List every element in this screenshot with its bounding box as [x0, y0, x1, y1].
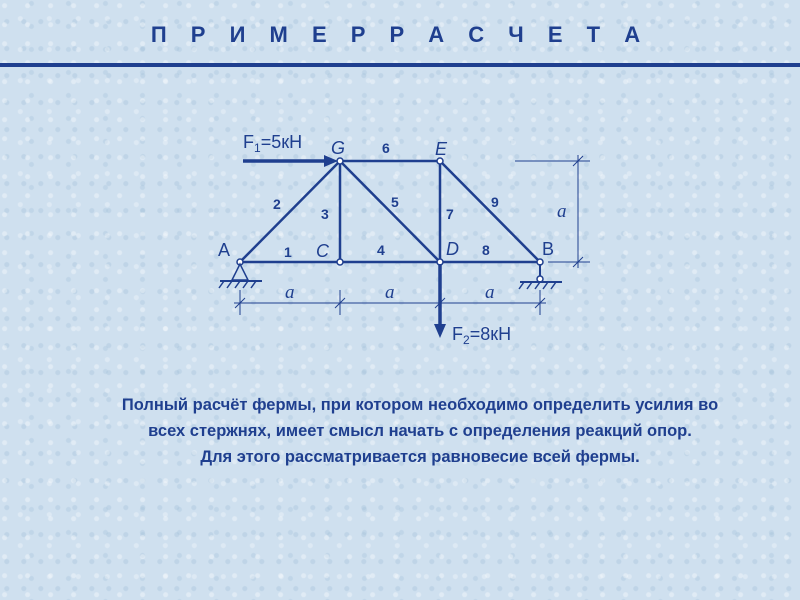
- explanation-text: [40, 392, 800, 470]
- member-label-9: 9: [491, 194, 499, 210]
- node-label-a: A: [218, 240, 231, 260]
- caption-line-3: Для этого рассматривается равновесие всей фермы.: [200, 448, 640, 466]
- node-label-g: G: [331, 138, 346, 158]
- member-label-7: 7: [446, 206, 454, 222]
- joint-c: [337, 259, 343, 265]
- member-label-5: 5: [391, 194, 399, 210]
- dimension-label-span-3: a: [485, 282, 495, 303]
- page-title: П Р И М Е Р Р А С Ч Е Т А: [150, 22, 650, 47]
- node-label-b: B: [542, 239, 555, 259]
- member-label-3: 3: [321, 206, 329, 222]
- node-label-d: D: [446, 239, 459, 259]
- node-label-c: C: [316, 241, 329, 261]
- caption-line-2: всех стержнях, имеет смысл начать с определения реакций опор.: [148, 422, 692, 440]
- dimension-label-span-1: a: [285, 282, 295, 303]
- member-label-4: 4: [377, 242, 385, 258]
- member-label-2: 2: [273, 196, 281, 212]
- support-b: [519, 264, 562, 289]
- dimension-label-span-2: a: [385, 282, 395, 303]
- dimension-label-height: a: [557, 201, 567, 222]
- force-f1-arrow: [243, 155, 338, 167]
- member-5: [340, 161, 440, 262]
- member-label-8: 8: [482, 242, 490, 258]
- support-a: [219, 264, 262, 288]
- force-f2-label: $F_2=8кН$: [452, 324, 512, 347]
- force-f2-arrow: [434, 264, 446, 338]
- caption-line-1: Полный расчёт фермы, при котором необходимо определить усилия во: [121, 396, 719, 414]
- member-label-1: 1: [284, 244, 292, 260]
- member-label-6: 6: [382, 140, 390, 156]
- node-label-e: E: [435, 139, 448, 159]
- force-f1-label: $F_1=5кН$: [243, 132, 303, 155]
